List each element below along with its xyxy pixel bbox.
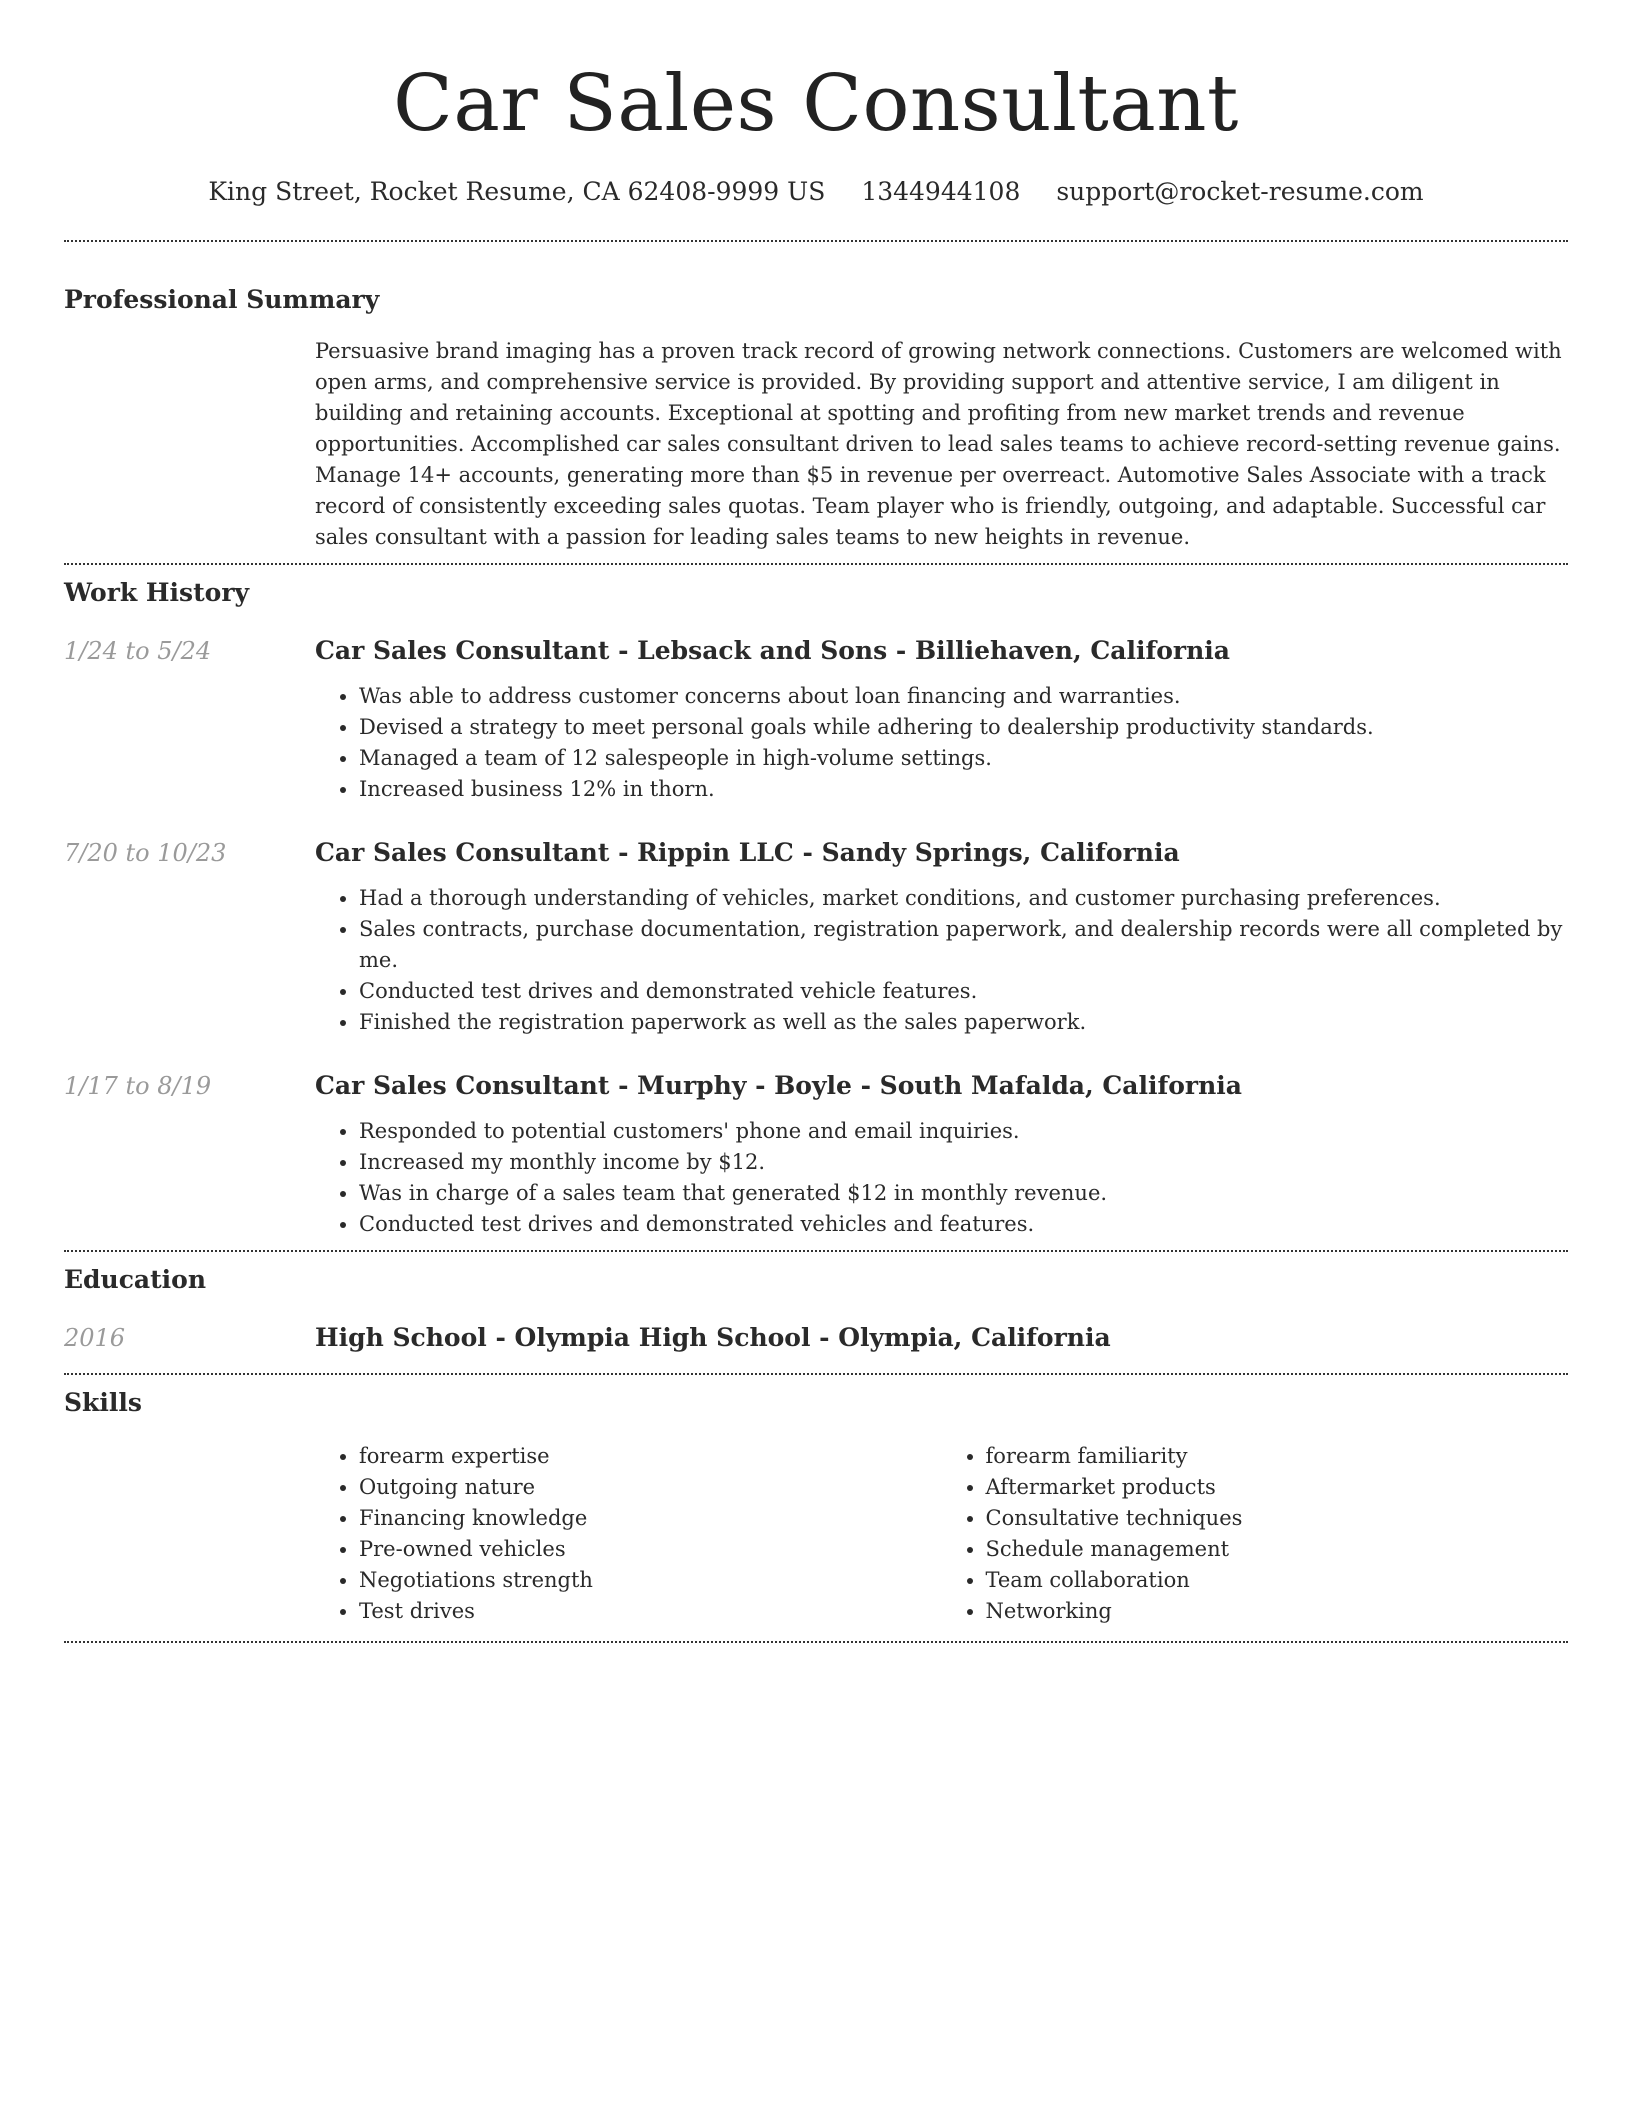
skills-list-left	[315, 1441, 942, 1627]
list-item: • Was able to address customer concerns about loan financing and warranties.	[359, 681, 1568, 712]
list-item: • Finished the registration paperwork as well as the sales paperwork.	[359, 1007, 1568, 1038]
job-entry	[64, 835, 1568, 1038]
list-item: • Devised a strategy to meet personal goals while adhering to dealership productivity standards.	[359, 712, 1568, 743]
list-item: • Networking	[986, 1596, 1569, 1627]
contact-email: support@rocket-resume.com	[1056, 177, 1424, 206]
contact-address: King Street, Rocket Resume, CA 62408-9999 US	[208, 177, 826, 206]
job-bullets	[315, 681, 1568, 805]
job-title: Car Sales Consultant - Murphy - Boyle - South Mafalda, California	[315, 1071, 1242, 1100]
work-history-section	[64, 575, 1568, 1240]
divider	[64, 1373, 1568, 1375]
list-item: • Increased business 12% in thorn.	[359, 774, 1568, 805]
list-item: • Consultative techniques	[986, 1503, 1569, 1534]
summary-section	[64, 282, 1568, 553]
resume-page	[64, 0, 1568, 1643]
list-item: • Sales contracts, purchase documentation, registration paperwork, and dealership records were all completed by me.	[359, 914, 1568, 976]
list-item: • Schedule management	[986, 1534, 1569, 1565]
resume-name: Car Sales Consultant	[393, 59, 1239, 149]
job-entry	[64, 633, 1568, 805]
contact-phone: 1344944108	[861, 177, 1021, 206]
list-item: • Financing knowledge	[359, 1503, 942, 1534]
job-entry	[64, 1068, 1568, 1240]
section-title-education: Education	[64, 1265, 207, 1294]
list-item: • Had a thorough understanding of vehicles, market conditions, and customer purchasing preferences.	[359, 883, 1568, 914]
list-item: • Managed a team of 12 salespeople in high-volume settings.	[359, 743, 1568, 774]
list-item: • Outgoing nature	[359, 1472, 942, 1503]
section-title-skills: Skills	[64, 1388, 142, 1417]
section-title-summary: Professional Summary	[64, 285, 380, 314]
contact-line	[64, 174, 1568, 210]
skills-section	[64, 1385, 1568, 1627]
education-year: 2016	[64, 1324, 126, 1352]
divider	[64, 1250, 1568, 1252]
list-item: • Conducted test drives and demonstrated vehicles and features.	[359, 1209, 1568, 1240]
job-bullets	[315, 1116, 1568, 1240]
job-dates: 1/24 to 5/24	[64, 637, 212, 665]
education-section	[64, 1262, 1568, 1356]
list-item: • Negotiations strength	[359, 1565, 942, 1596]
skills-columns	[315, 1441, 1568, 1627]
list-item: • Was in charge of a sales team that generated $12 in monthly revenue.	[359, 1178, 1568, 1209]
section-title-work-history: Work History	[64, 578, 250, 607]
list-item: • Pre-owned vehicles	[359, 1534, 942, 1565]
job-dates: 1/17 to 8/19	[64, 1072, 212, 1100]
job-title: Car Sales Consultant - Lebsack and Sons - Billiehaven, California	[315, 636, 1230, 665]
list-item: • Conducted test drives and demonstrated vehicle features.	[359, 976, 1568, 1007]
divider	[64, 1641, 1568, 1643]
education-title: High School - Olympia High School - Olympia, California	[315, 1323, 1111, 1352]
list-item: • Aftermarket products	[986, 1472, 1569, 1503]
education-entry	[64, 1320, 1568, 1356]
job-bullets	[315, 883, 1568, 1038]
job-title: Car Sales Consultant - Rippin LLC - Sandy Springs, California	[315, 838, 1180, 867]
list-item: • forearm expertise	[359, 1441, 942, 1472]
list-item: • Team collaboration	[986, 1565, 1569, 1596]
skills-list-right	[942, 1441, 1569, 1627]
divider	[64, 563, 1568, 565]
list-item: • Increased my monthly income by $12.	[359, 1147, 1568, 1178]
summary-text: Persuasive brand imaging has a proven track record of growing network connections. Customers are welcomed with open arms, and comprehensive service is provided. By providing support and attentive service, I am diligent in building and retaining accounts. Exceptional at spotting and profiting from new market trends and revenue opportunities. Accomplished car sales consultant driven to lead sales teams to achieve record-setting revenue gains. Manage 14+ accounts, generating more than $5 in revenue per overreact. Automotive Sales Associate with a track record of consistently exceeding sales quotas. Team player who is friendly, outgoing, and adaptable. Successful car sales consultant with a passion for leading sales teams to new heights in revenue.	[315, 339, 1562, 549]
list-item: • Test drives	[359, 1596, 942, 1627]
divider	[64, 240, 1568, 242]
list-item: • Responded to potential customers' phone and email inquiries.	[359, 1116, 1568, 1147]
job-dates: 7/20 to 10/23	[64, 839, 227, 867]
list-item: • forearm familiarity	[986, 1441, 1569, 1472]
